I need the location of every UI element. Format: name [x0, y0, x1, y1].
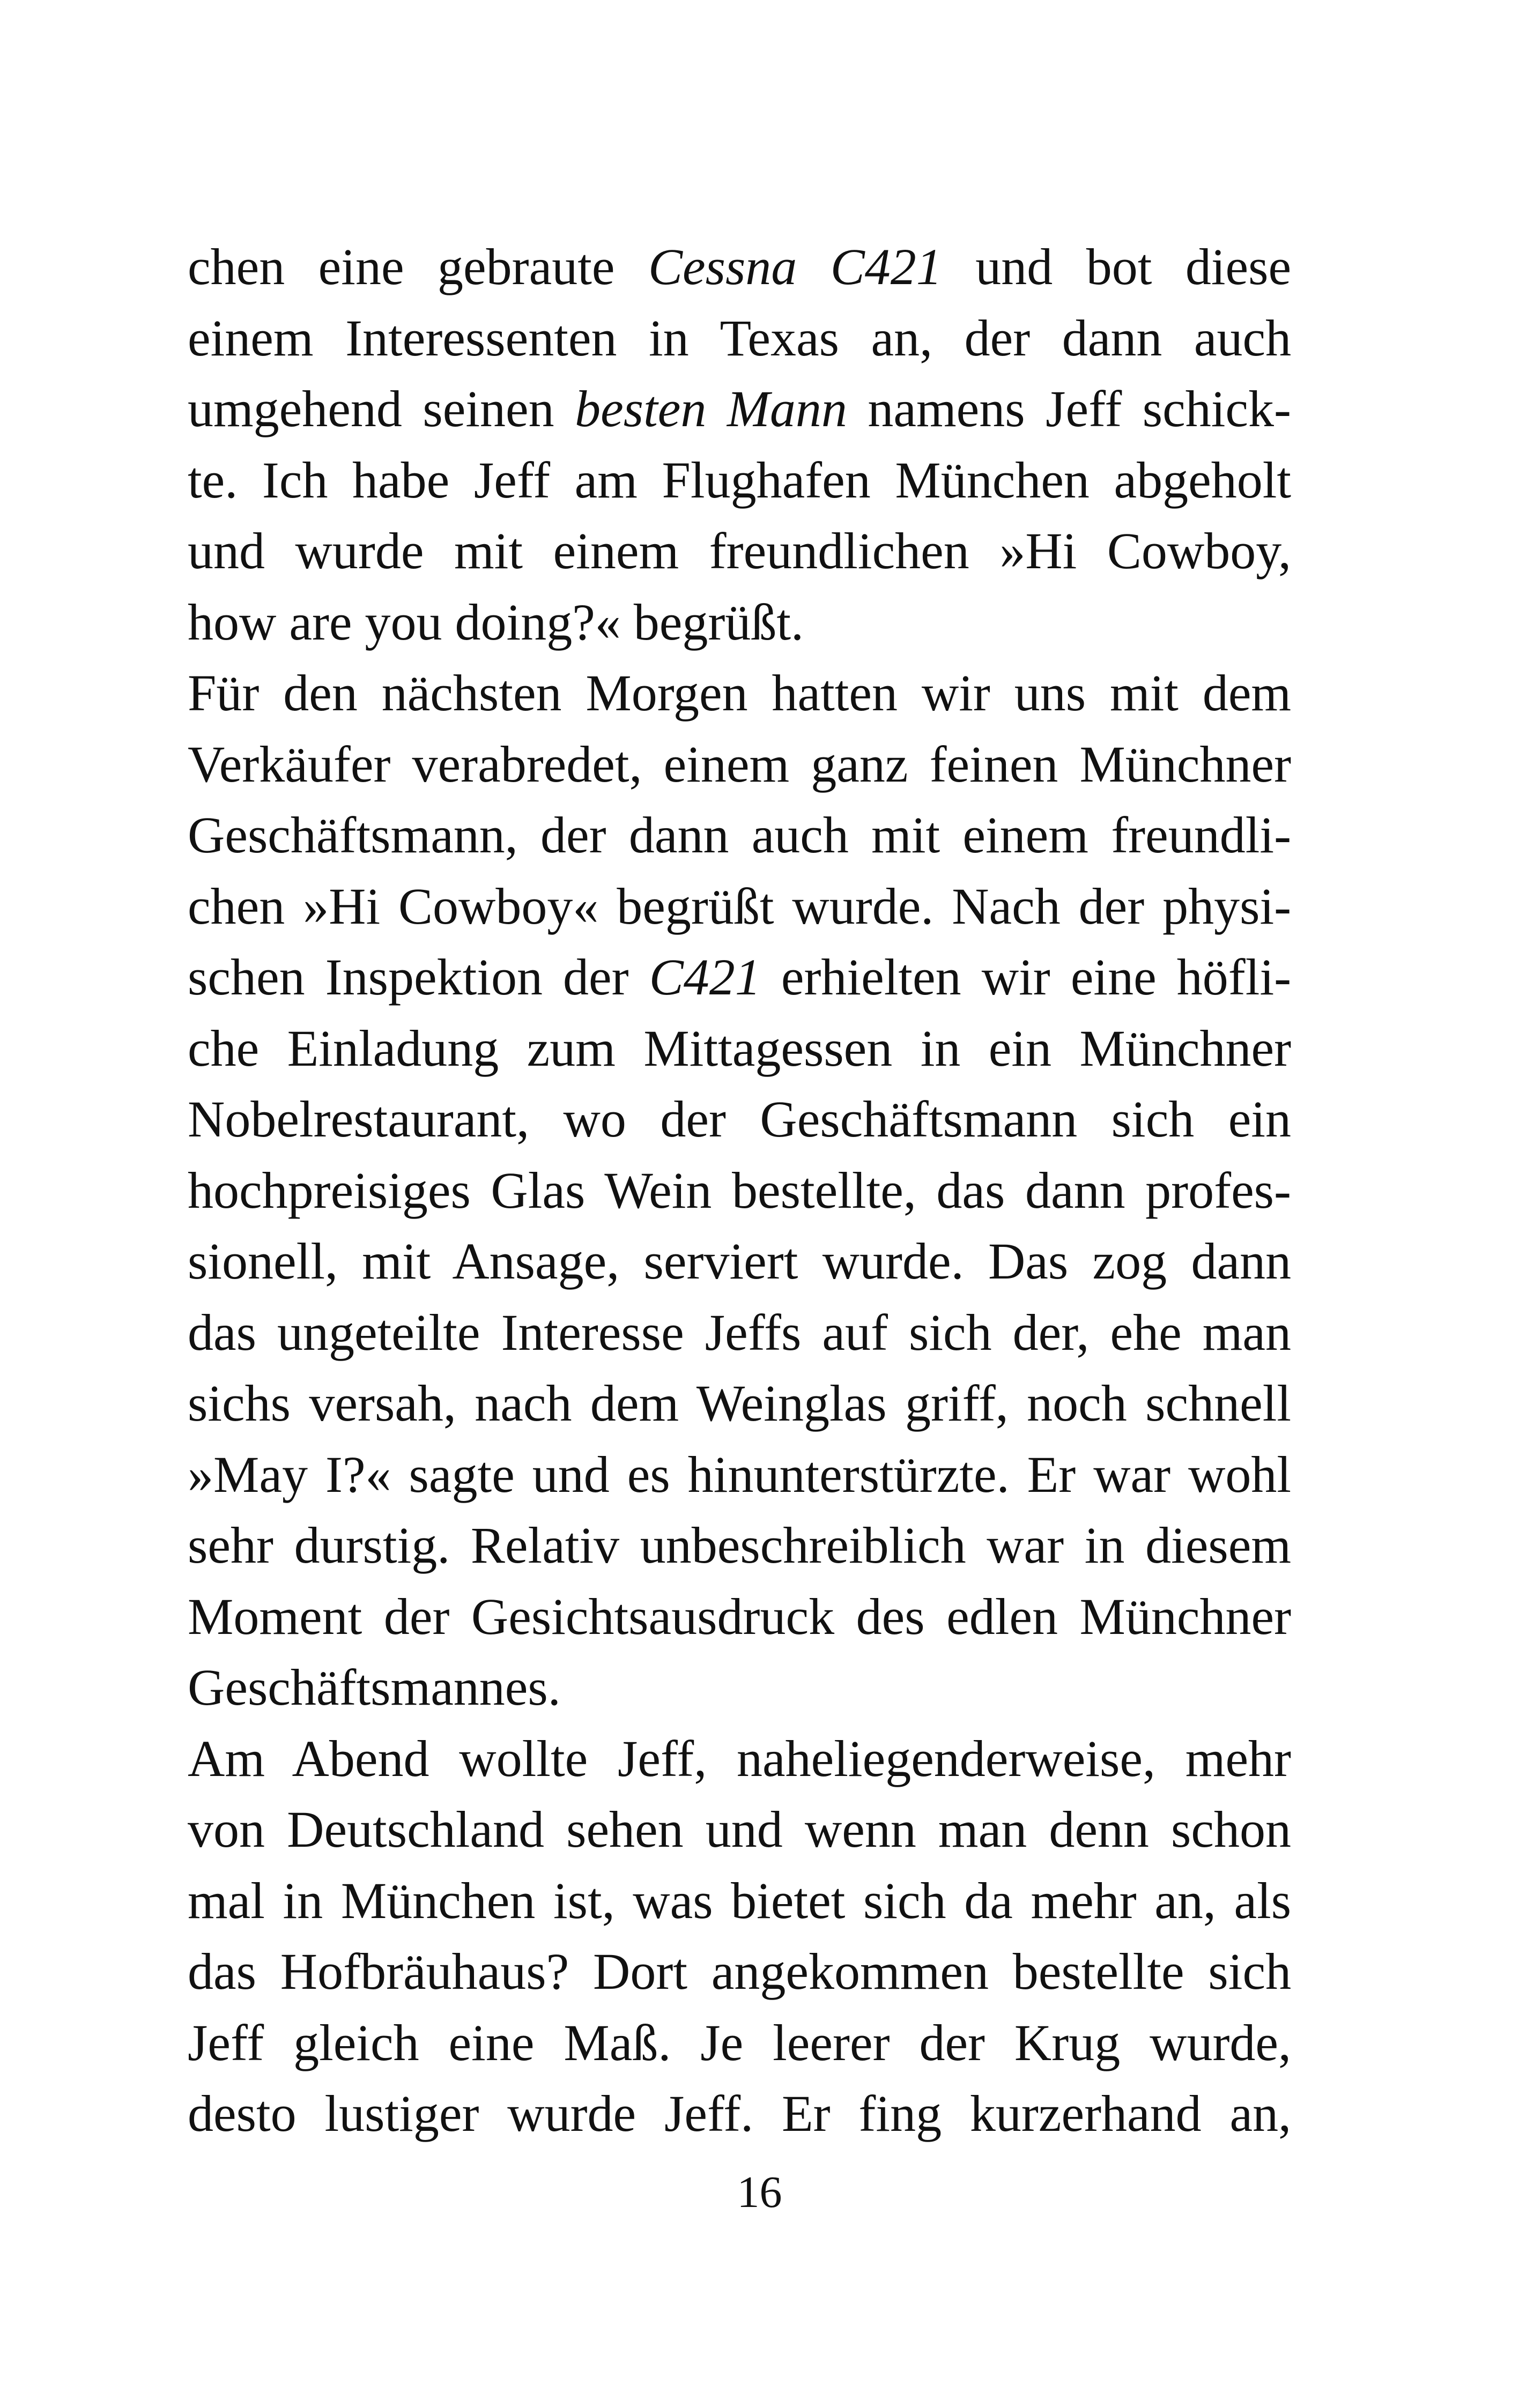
text-segment: chen eine gebraute	[188, 238, 615, 295]
text-line	[188, 2078, 1291, 2150]
text-line	[188, 1226, 1291, 1297]
text-line	[188, 1084, 1291, 1155]
text-segment: sichs versah, nach dem Weinglas griff, noch schnell	[188, 1374, 1292, 1432]
text-segment: Geschäftsmannes.	[188, 1659, 561, 1716]
text-line	[188, 1013, 1291, 1084]
text-segment: und wurde mit einem freundlichen »Hi Cowboy,	[188, 522, 1291, 579]
text-segment: Geschäftsmann, der dann auch mit einem freundli-	[188, 806, 1292, 864]
text-segment: Nobelrestaurant, wo der Geschäftsmann sich ein	[188, 1090, 1292, 1148]
text-segment: Am Abend wollte Jeff, naheliegenderweise, mehr	[188, 1729, 1292, 1787]
text-segment: sehr durstig. Relativ unbeschreiblich war in diesem	[188, 1517, 1291, 1574]
text-line	[188, 1581, 1291, 1653]
text-line	[188, 516, 1291, 587]
text-line	[188, 942, 1291, 1013]
text-segment: che Einladung zum Mittagessen in ein Münchner	[188, 1019, 1292, 1077]
text-line	[188, 800, 1291, 871]
text-segment: von Deutschland sehen und wenn man denn schon	[188, 1801, 1291, 1858]
text-segment: das Hofbräuhaus? Dort angekommen bestellte sich	[188, 1943, 1292, 2000]
text-segment: Für den nächsten Morgen hatten wir uns mit dem	[188, 664, 1292, 722]
text-line	[188, 1510, 1291, 1581]
text-line	[188, 445, 1291, 516]
text-segment: namens Jeff schick-	[868, 380, 1291, 437]
text-segment: hochpreisiges Glas Wein bestellte, das dann profes-	[188, 1161, 1291, 1219]
text-segment: das ungeteilte Interesse Jeffs auf sich der, ehe man	[188, 1303, 1291, 1361]
text-line	[188, 1652, 1291, 1723]
text-segment: Moment der Gesichtsausdruck des edlen Münchner	[188, 1587, 1292, 1645]
text-segment: und bot diese	[975, 238, 1292, 295]
text-line	[188, 232, 1291, 303]
text-line	[188, 1155, 1291, 1227]
text-line	[188, 1866, 1291, 1937]
text-line	[188, 1936, 1291, 2008]
text-segment: sionell, mit Ansage, serviert wurde. Das zog dann	[188, 1232, 1292, 1290]
text-line	[188, 374, 1291, 445]
text-line	[188, 1297, 1291, 1369]
body-text	[188, 232, 1291, 2150]
italic-text-segment: Cessna C421	[648, 238, 942, 295]
text-line	[188, 1794, 1291, 1866]
text-line	[188, 658, 1291, 729]
text-segment: »May I?« sagte und es hinunterstürzte. Er war wohl	[188, 1445, 1292, 1503]
text-segment: Jeff gleich eine Maß. Je leerer der Krug wurde,	[188, 2013, 1292, 2071]
italic-text-segment: C421	[649, 948, 761, 1006]
italic-text-segment: besten Mann	[575, 380, 847, 437]
text-line	[188, 729, 1291, 800]
text-line	[188, 2008, 1291, 2079]
text-segment: desto lustiger wurde Jeff. Er fing kurzerhand an,	[188, 2085, 1292, 2142]
text-segment: mal in München ist, was bietet sich da mehr an, als	[188, 1871, 1292, 1929]
text-line	[188, 1368, 1291, 1439]
text-line	[188, 1439, 1291, 1511]
text-segment: te. Ich habe Jeff am Flughafen München abgeholt	[188, 451, 1292, 509]
text-line	[188, 871, 1291, 942]
text-segment: chen »Hi Cowboy« begrüßt wurde. Nach der physi-	[188, 877, 1292, 935]
text-segment: how are you doing?« begrüßt.	[188, 593, 804, 651]
page-number: 16	[737, 2167, 782, 2217]
text-segment: umgehend seinen	[188, 380, 554, 437]
text-line	[188, 303, 1291, 374]
text-line	[188, 587, 1291, 658]
text-segment: einem Interessenten in Texas an, der dann auch	[188, 309, 1292, 367]
text-segment: Verkäufer verabredet, einem ganz feinen Münchner	[188, 735, 1292, 793]
text-segment: schen Inspektion der	[188, 948, 629, 1006]
text-segment: erhielten wir eine höfli-	[781, 948, 1292, 1006]
text-line	[188, 1723, 1291, 1795]
